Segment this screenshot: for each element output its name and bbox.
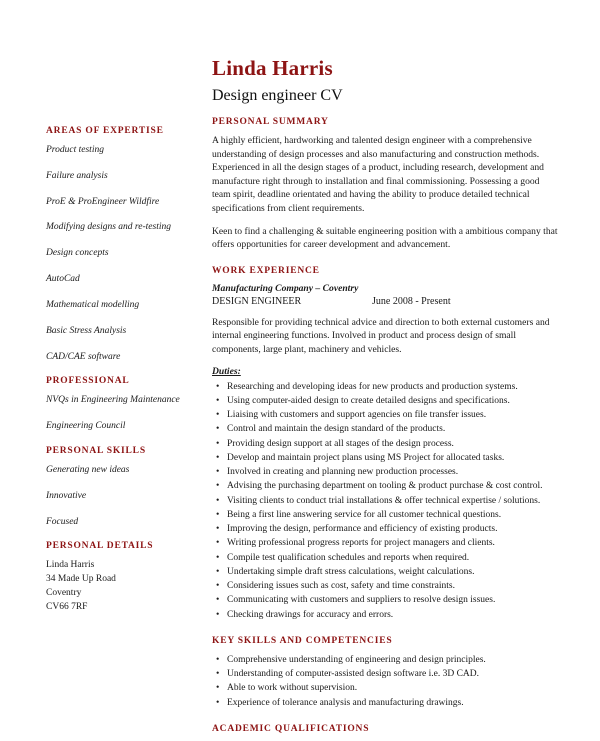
duty-item: • Improving the design, performance and efficiency of existing products. [227,522,558,536]
areas-of-expertise-heading: AREAS OF EXPERTISE [46,126,164,136]
duty-item: • Using computer-aided design to create detailed designs and specifications. [227,394,558,408]
duty-item: • Liaising with customers and support agencies on file transfer issues. [227,408,558,422]
duty-item: • Researching and developing ideas for new products and production systems. [227,380,558,394]
duty-item: • Undertaking simple draft stress calculations, weight calculations. [227,565,558,579]
summary-paragraph: A highly efficient, hardworking and talented design engineer with a comprehensive understanding of design processes and also manufacturing and construction methods. Experienced in all the design stages of a product, including research, development and manufacture right through to installation and final commissioning. Possessing a good team spirit, deadline orientated and having the ability to produce detailed technical specifications from client requirements. [212,135,544,215]
detail-line: Linda Harris [46,560,95,571]
role-description: Responsible for providing technical advice and direction to both external customers and internal engineering functions. Involved in product and process design of small components, large plant, machinery and vehicles. [212,316,550,356]
expertise-item: CAD/CAE software [46,351,121,362]
duty-item: • Involved in creating and planning new production processes. [227,465,558,479]
key-skills-list [212,653,558,710]
detail-line: CV66 7RF [46,601,88,612]
personal-skills-heading: PERSONAL SKILLS [46,445,146,456]
personal-skill-item: Innovative [46,490,87,501]
document-title: Design engineer CV [212,87,343,104]
duty-item: • Control and maintain the design standard of the products. [227,422,558,436]
academic-qualifications-heading: ACADEMIC QUALIFICATIONS [212,723,370,734]
key-skill-item: • Able to work without supervision. [227,681,558,695]
expertise-item: AutoCad [46,274,80,285]
personal-skills-list [46,464,206,528]
personal-details-heading: PERSONAL DETAILS [46,541,154,552]
duty-item: • Develop and maintain project plans using MS Project for allocated tasks. [227,451,558,465]
expertise-item: Failure analysis [46,170,108,181]
role-dates: June 2008 - Present [372,295,451,307]
duties-label: Duties: [212,365,241,377]
duty-item: • Visiting clients to conduct trial installations & offer technical expertise / solutions. [227,494,558,508]
professional-list [46,394,206,433]
duty-item: • Considering issues such as cost, safety and time constraints. [227,579,558,593]
key-skill-item: • Experience of tolerance analysis and manufacturing drawings. [227,696,558,710]
main-content-column [206,56,558,741]
detail-line: 34 Made Up Road [46,574,116,585]
expertise-item: Basic Stress Analysis [46,325,127,336]
work-experience-heading: WORK EXPERIENCE [212,265,320,276]
detail-line: Coventry [46,587,82,598]
duties-list [212,380,558,622]
employer-name: Manufacturing Company – Coventry [212,282,359,294]
expertise-item: Mathematical modelling [46,299,140,310]
duty-item: • Checking drawings for accuracy and errors. [227,608,558,622]
duty-item: • Compile test qualification schedules and reports when required. [227,551,558,565]
candidate-name: Linda Harris [212,56,333,80]
key-skills-heading: KEY SKILLS AND COMPETENCIES [212,635,393,646]
professional-item: NVQs in Engineering Maintenance [46,395,180,406]
expertise-item: Design concepts [46,248,109,259]
key-skill-item: • Understanding of computer-assisted design software i.e. 3D CAD. [227,667,558,681]
role-row [212,296,558,307]
duty-item: • Advising the purchasing department on tooling & product purchase & cost control. [227,479,558,493]
personal-summary-heading: PERSONAL SUMMARY [212,117,329,127]
expertise-item: Product testing [46,145,104,155]
expertise-item: ProE & ProEngineer Wildfire [46,196,160,207]
role-title: DESIGN ENGINEER [212,295,302,307]
duty-item: • Providing design support at all stages of the design process. [227,437,558,451]
professional-heading: PROFESSIONAL [46,376,130,387]
areas-of-expertise-list [46,144,206,363]
left-sidebar-column [46,56,206,741]
personal-details-block [46,559,206,614]
professional-item: Engineering Council [46,421,126,432]
expertise-item: Modifying designs and re-testing [46,222,171,233]
key-skill-item: • Comprehensive understanding of engineering and design principles. [227,653,558,667]
duty-item: • Being a first line answering service for all customer technical questions. [227,508,558,522]
personal-skill-item: Generating new ideas [46,464,130,475]
personal-skill-item: Focused [46,516,79,527]
duty-item: • Communicating with customers and suppliers to resolve design issues. [227,593,558,607]
summary-paragraph: Keen to find a challenging & suitable engineering position with a ambitious company that offers opportunities for career development and advancement. [212,225,558,251]
duty-item: • Writing professional progress reports for project managers and clients. [227,536,558,550]
